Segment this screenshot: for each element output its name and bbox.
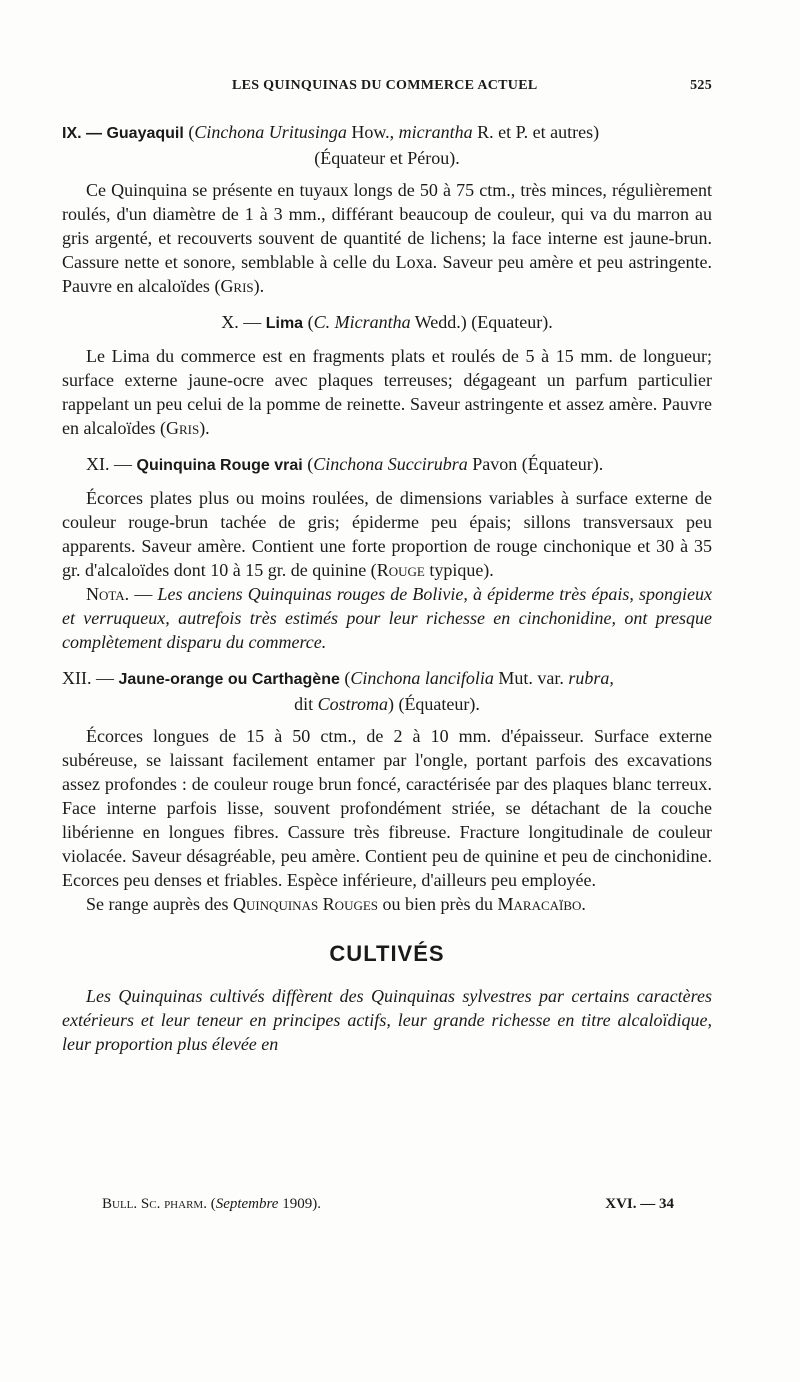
entry-text-end: ). xyxy=(253,276,265,296)
range-pre: Se range auprès des xyxy=(86,894,233,914)
entry-region-xii xyxy=(62,692,712,716)
range-sc-2: Maracaïbo xyxy=(497,894,582,914)
entry-numeral: XI. — xyxy=(86,454,137,474)
species-name: Cinchona Succirubra xyxy=(313,454,468,474)
species-paren: ( xyxy=(303,312,314,332)
section-title: CULTIVÉS xyxy=(329,941,445,966)
entry-heading-x xyxy=(62,310,712,336)
entry-text-end: ). xyxy=(199,418,210,438)
page-number: 525 xyxy=(690,78,712,93)
entry-numeral: X. — xyxy=(221,312,266,332)
species-name: C. Micrantha xyxy=(313,312,411,332)
entry-text-sc: Gris xyxy=(165,418,200,438)
entry-text-xi xyxy=(62,486,712,582)
entry-text-ix xyxy=(62,178,712,298)
species-paren: ( xyxy=(302,454,314,474)
article-body xyxy=(62,120,712,1056)
entry-name: Guayaquil xyxy=(106,125,184,142)
entry-numeral: XII. — xyxy=(62,668,119,688)
entry-heading-ix xyxy=(62,120,712,146)
entry-text-x xyxy=(62,344,712,440)
species-author: Mut. var. xyxy=(493,668,569,688)
entry-region-ix: (Équateur et Pérou). xyxy=(314,148,460,168)
entry-text-sc: Gris xyxy=(220,276,254,296)
entry-name: Jaune-orange ou Carthagène xyxy=(118,671,340,688)
entry-name: Quinquina Rouge vrai xyxy=(136,457,303,474)
species-paren: ( xyxy=(339,668,351,688)
region-post: ) (Équateur). xyxy=(387,694,480,714)
footer-year: 1909). xyxy=(278,1196,321,1212)
species-author-2: R. et P. et autres) xyxy=(472,122,600,142)
region-pre: dit xyxy=(294,694,318,714)
entry-heading-xii xyxy=(62,666,712,692)
species-author: Wedd.) (Equateur). xyxy=(410,312,553,332)
species-author: How., xyxy=(346,122,399,142)
species-author: Pavon (Équateur). xyxy=(467,454,604,474)
entry-text-main: Le Lima du commerce est en fragments plats et roulés de 5 à 15 mm. de longueur; surface externe jaune-ocre avec plaques terreuses; dégageant un parfum particulier rappelant un peu celui de la pomme de reinette. Saveur astringente et assez amère. Pauvre en alcaloïdes ( xyxy=(62,346,712,438)
entry-text-end: typique). xyxy=(424,560,494,580)
entry-name: Lima xyxy=(265,315,304,332)
entry-heading-xi xyxy=(62,452,712,478)
entry-range-xii xyxy=(62,892,712,916)
note-xi xyxy=(62,582,712,654)
entry-text-xii: Écorces longues de 15 à 50 ctm., de 2 à 10 mm. d'épaisseur. Surface externe subéreuse, se laissant facilement entamer par l'ongle, portant parfois des excavations assez profondes : de couleur rouge brun foncé, caractérisée par des plaques blanc terreux. Face interne parfois lisse, souvent profondément striée, se détachant de la couche libérienne en longues fibres. Cassure très fibreuse. Fracture longitudinale de couleur violacée. Saveur désagréable, peu amère. Contient peu de quinine et peu de cinchonidine. Ecorces peu denses et friables. Espèce inférieure, d'ailleurs peu employée. xyxy=(62,726,712,890)
species-variety: micrantha xyxy=(398,122,473,142)
footer-volume: XVI. — 34 xyxy=(605,1196,674,1212)
species-paren: ( xyxy=(183,122,195,142)
note-text: Les anciens Quinquinas rouges de Bolivie, à épiderme très épais, spongieux et verruqueux, autrefois très estimés pour leur richesse en cinchonidine, ont presque complètement disparu du commerce. xyxy=(62,584,712,652)
note-dash: — xyxy=(129,584,158,604)
entry-text-sc: Rouge xyxy=(376,560,425,580)
species-name: Cinchona lancifolia xyxy=(350,668,494,688)
species-variety: rubra, xyxy=(568,668,614,688)
footer-citation xyxy=(102,1196,321,1213)
range-sc-1: Quinquinas Rouges xyxy=(232,894,379,914)
footer-journal: Bull. Sc. pharm. xyxy=(102,1196,207,1212)
footer-date-open: ( xyxy=(206,1196,216,1212)
entry-numeral: IX. — xyxy=(62,125,107,142)
footer-month: Septembre xyxy=(215,1196,279,1212)
region-italic: Costroma xyxy=(317,694,388,714)
entry-text-main: Écorces plates plus ou moins roulées, de dimensions variables à surface externe de couleur rouge-brun tachée de gris; épiderme peu épais; sillons transversaux peu apparents. Saveur amère. Contient une forte proportion de rouge cinchonique et 30 à 35 gr. d'alcaloïdes dont 10 à 15 gr. de quinine ( xyxy=(62,488,712,580)
range-end: . xyxy=(581,894,586,914)
note-label: Nota. xyxy=(86,584,130,604)
entry-text-main: Ce Quinquina se présente en tuyaux longs de 50 à 75 ctm., très minces, régulièrement roulés, d'un diamètre de 1 à 3 mm., différant beaucoup de couleur, qui va du marron au gris argenté, et recouverts souvent de quantité de lichens; la face interne est jaune-brun. Cassure nette et sonore, semblable à celle du Loxa. Saveur peu amère et peu astringente. Pauvre en alcaloïdes ( xyxy=(62,180,712,296)
range-mid: ou bien près du xyxy=(378,894,498,914)
species-name: Cinchona Uritusinga xyxy=(194,122,347,142)
section-text: Les Quinquinas cultivés diffèrent des Quinquinas sylvestres par certains caractères extérieurs et leur teneur en principes actifs, leur grande richesse en titre alcaloïdique, leur proportion plus élevée en xyxy=(62,986,712,1054)
running-title: LES QUINQUINAS DU COMMERCE ACTUEL xyxy=(232,78,538,93)
